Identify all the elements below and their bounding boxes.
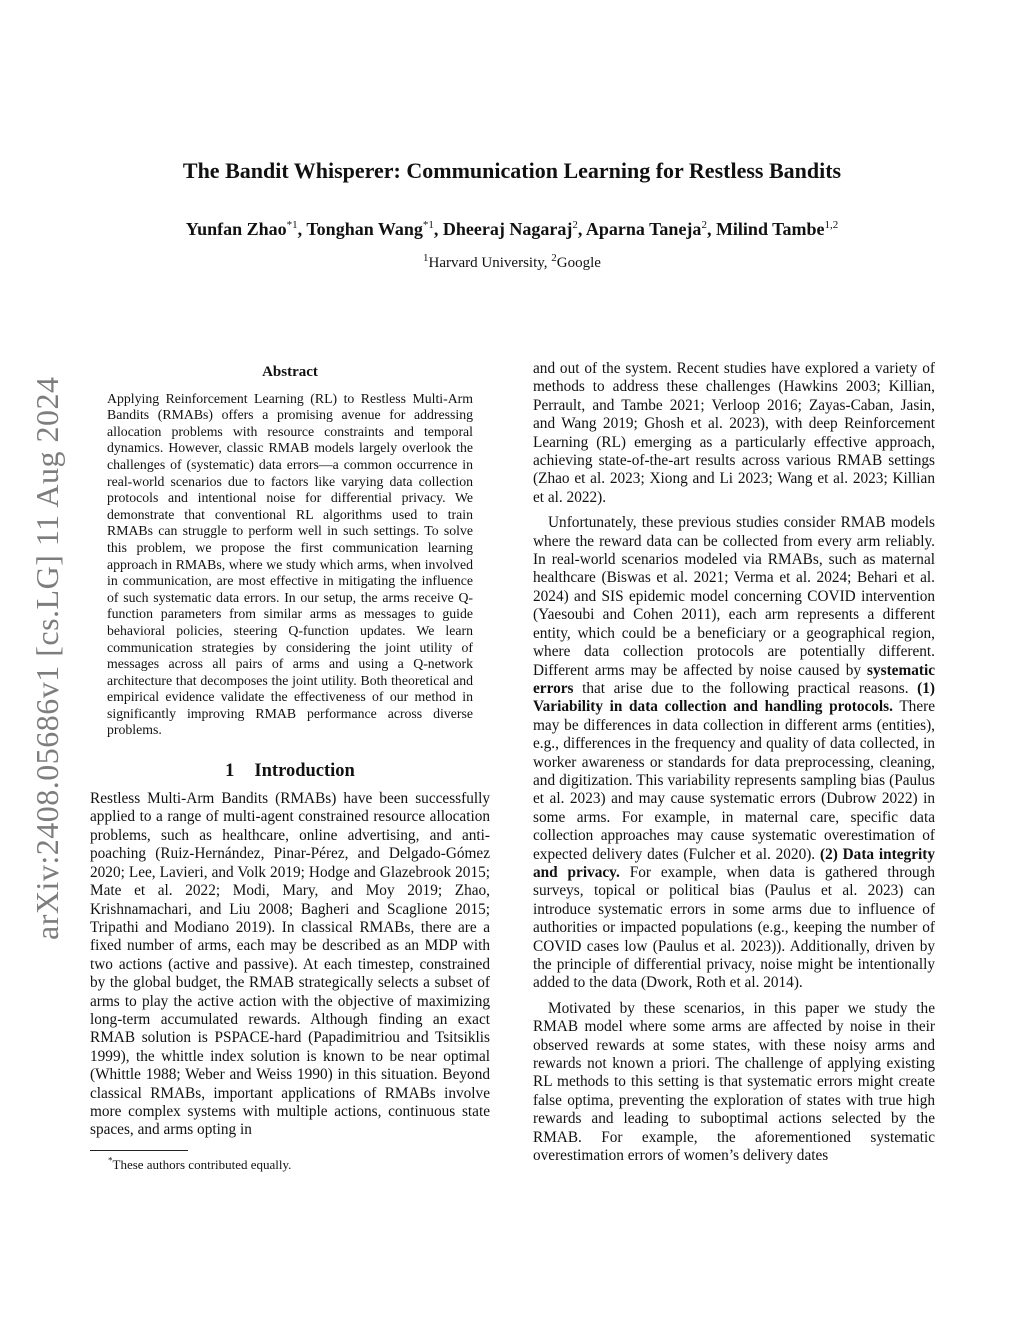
footnote <box>108 1157 490 1172</box>
author-name: Dheeraj Nagaraj <box>442 219 573 239</box>
affiliation-marker: 1 <box>423 252 429 264</box>
author-name: Aparna Taneja <box>585 219 702 239</box>
abstract-heading: Abstract <box>262 364 318 380</box>
intro-paragraph-3: Motivated by these scenarios, in this paper we study the RMAB model where some arms are affected by noise in their observed rewards at some states, with these noisy arms and rewards not known a priori. The challenge of applying existing RL methods to this setting is that systematic errors might create false optima, preventing the exploration of states with true high rewards and leading to suboptimal actions selected by the RMAB. For example, the aforementioned systematic overestimation errors of women’s delivery dates <box>533 999 935 1165</box>
author-list: Yunfan Zhao$^{*1}$, Tonghan Wang$^{*1}$, Dheeraj Nagaraj$^2$, Aparna Taneja$^2$, Milind Tambe$^{1,2}$ <box>185 219 839 239</box>
right-column <box>533 360 935 1165</box>
intro-paragraph-2 <box>533 514 935 993</box>
affiliation-name: Harvard University <box>428 255 544 271</box>
section-heading-introduction <box>90 761 490 782</box>
affiliation-marker: 2 <box>551 252 557 264</box>
abstract-block <box>107 364 473 739</box>
left-column <box>90 360 490 1172</box>
intro-paragraph-1-continued: and out of the system. Recent studies have explored a variety of methods to address these challenges (Hawkins 2003; Killian, Perrault, and Tambe 2021; Verloop 2016; Zayas-Caban, Jasin, and Wang 2019; Ghosh et al. 2023), with deep Reinforcement Learning (RL) emerging as a particularly effective approach, achieving state-of-the-art results across various RMAB settings (Zhao et al. 2023; Xiong and Li 2023; Wang et al. 2023; Killian et al. 2022). <box>533 360 935 506</box>
section-title: Introduction <box>254 761 355 782</box>
author-name: Tonghan Wang <box>306 219 423 239</box>
arxiv-identifier: arXiv:2408.05686v1 [cs.LG] 11 Aug 2024 <box>29 376 65 940</box>
footnote-divider <box>90 1150 188 1151</box>
footnote-marker: * <box>108 1155 113 1166</box>
paragraph-text: that arise due to the following practical reasons. <box>573 679 918 697</box>
author-name: Yunfan Zhao <box>185 219 287 239</box>
footnote-text: These authors contributed equally. <box>112 1156 292 1172</box>
author-affiliation-marker: 2 <box>701 219 707 231</box>
author-affiliation-marker: 2 <box>572 219 578 231</box>
intro-paragraph-1: Restless Multi-Arm Bandits (RMABs) have been successfully applied to a range of multi-agent constrained resource allocation problems, such as healthcare, online advertising, and anti-poaching (Ruiz-Hernández, Pinar-Pérez, and Delgado-Gómez 2020; Lee, Lavieri, and Volk 2019; Hodge and Glazebrook 2015; Mate et al. 2022; Modi, Mary, and Moy 2019; Zhao, Krishnamachari, and Liu 2008; Bagheri and Scaglione 2015; Tripathi and Modiano 2019). In classical RMABs, there are a fixed number of arms, each may be described as an MDP with two actions (active and passive). At each timestep, constrained by the global budget, the RMAB strategically selects a subset of arms to play the active action with the objective of maximizing long-term accumulated rewards. Although finding an exact RMAB solution is PSPACE-hard (Papadimitriou and Tsitsiklis 1999), the whittle index solution is known to be near optimal (Whittle 1988; Weber and Weiss 1990) in this situation. Beyond classical RMABs, important applications of RMABs involve more complex systems with multiple actions, continuous state spaces, and arms opting in <box>90 790 490 1139</box>
emphasis-data-integrity: (2) Data integrity and privacy. <box>533 845 935 881</box>
paragraph-text: Unfortunately, these previous studies consider RMAB models where the reward data can be collected from every arm reliably. In real-world scenarios modeled via RMABs, such as maternal healthcare (Biswas et al. 2021; Verma et al. 2024; Behari et al. 2024) and SIS epidemic model concerning COVID intervention (Yaesoubi and Cohen 2011), each arm represents a different entity, which could be a beneficiary or a geographical region, where data collection protocols are potentially different. Different arms may be affected by noise caused by <box>533 514 935 679</box>
author-affiliation-marker: *1 <box>286 219 298 231</box>
paragraph-text: There may be differences in data collection in different arms (entities), e.g., differences in the frequency and quality of data collected, in worker awareness or standards for data preprocessing, cleaning, and digitization. This variability represents sampling bias (Paulus et al. 2023) and may cause systematic errors (Dubrow 2022) in some arms. For example, in maternal care, specific data collection approaches may cause systematic overestimation of expected delivery dates (Fulcher et al. 2020). <box>533 698 935 863</box>
author-affiliation-marker: *1 <box>422 219 434 231</box>
author-affiliation-marker: 1,2 <box>824 219 839 231</box>
emphasis-variability: (1) Variability in data collection and handling protocols. <box>533 679 935 716</box>
affiliation-list: $^1$Harvard University, $^2$Google <box>423 252 601 271</box>
section-number: 1 <box>225 761 235 782</box>
author-name: Milind Tambe <box>715 219 825 239</box>
emphasis-systematic-errors: systematic errors <box>533 661 935 697</box>
affiliation-name: Google <box>556 255 601 271</box>
paper-title: The Bandit Whisperer: Communication Learning for Restless Bandits <box>182 158 842 183</box>
abstract-text: Applying Reinforcement Learning (RL) to Restless Multi-Arm Bandits (RMABs) offers a promising avenue for addressing allocation problems with resource constraints and temporal dynamics. However, classic RMAB models largely overlook the challenges of (systematic) data errors—a common occurrence in real-world scenarios due to factors like varying data collection protocols and intentional noise for differential privacy. We demonstrate that conventional RL algorithms used to train RMABs can struggle to perform well in such settings. To solve this problem, we propose the first communication learning approach in RMABs, where we study which arms, when involved in communication, are most effective in mitigating the influence of such systematic data errors. In our setup, the arms receive Q-function parameters from similar arms as messages to guide behavioral policies, steering Q-function updates. We learn communication strategies by considering the joint utility of messages across all pairs of arms and using a Q-network architecture that decomposes the joint utility. Both theoretical and empirical evidence validate the effectiveness of our method in significantly improving RMAB performance across diverse problems. <box>107 390 473 738</box>
paragraph-text: For example, when data is gathered through surveys, topical or political bias (Paulus et al. 2023) can introduce systematic errors in some arms due to influence of authorities or impacted populations (e.g., keeping the number of COVID cases low (Paulus et al. 2023)). Additionally, driven by the principle of differential privacy, noise might be intentionally added to the data (Dwork, Roth et al. 2014). <box>533 863 936 992</box>
